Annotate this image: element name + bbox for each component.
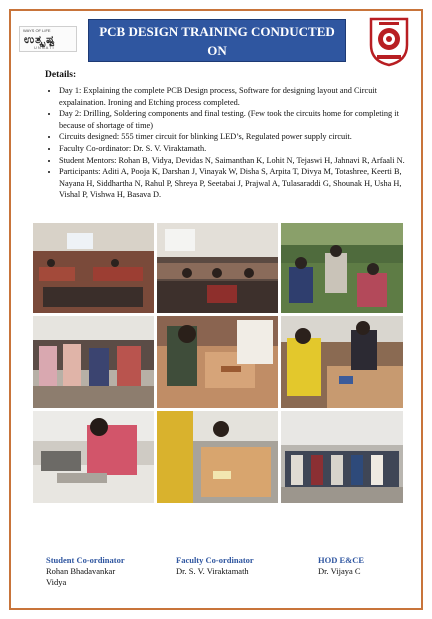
drilling-photo xyxy=(33,411,154,503)
title-line-1: PCB DESIGN TRAINING CONDUCTED ON xyxy=(99,24,335,58)
detail-item-day1: • Day 1: Explaining the complete PCB Design process, Software for designing layout and Circuit expalaination. Ironing and Etching process completed. xyxy=(59,85,409,108)
detail-item-mentors: • Student Mentors: Rohan B, Vidya, Devidas N, Saimanthan K, Lohit N, Tejaswi H, Jahnavi R, Arfaali N. xyxy=(59,155,409,167)
photo-collage xyxy=(33,223,403,503)
student-coordinator xyxy=(46,555,125,588)
hod-role: HOD E&CE xyxy=(318,555,365,565)
classroom-students-photo xyxy=(157,223,278,313)
student-coordinator-role: Student Co-ordinator xyxy=(46,555,125,565)
lab-students-photo xyxy=(33,316,154,408)
hod-name: Dr. Vijaya C xyxy=(318,566,361,576)
faculty-coordinator-role: Faculty Co-ordinator xyxy=(176,555,254,565)
detail-item-day2: • Day 2: Drilling, Soldering components and final testing. (Few took the circuits home for completing it because of shortage of time) xyxy=(59,108,409,131)
page-title xyxy=(88,19,346,81)
faculty-coordinator-name: Dr. S. V. Viraktamath xyxy=(176,566,249,576)
hod xyxy=(318,555,364,577)
classroom-lecture-photo xyxy=(33,223,154,313)
detail-item-circuits: • Circuits designed: 555 timer circuit for blinking LED’s, Regulated power supply circuit. xyxy=(59,131,409,143)
soldering-photo xyxy=(281,316,403,408)
details-heading: Details: xyxy=(45,70,77,80)
details-list xyxy=(46,85,409,201)
detail-item-participants: • Participants: Aditi A, Pooja K, Darshan J, Vinayak W, Disha S, Arpita T, Divya M, Totashree, Keerti B, Nayana H, Siddhartha N, Rahul P, Shreya P, Seetabai J, Prajwal A, Tulasaraddi G, Shounak H, Usha H, Vishal P, Vishwa H, Basava D. xyxy=(59,166,409,201)
college-seal-icon xyxy=(367,15,411,67)
student-coordinator-name-1: Rohan Bhadavankar xyxy=(46,566,116,576)
logo-sub-text: UNNATI xyxy=(34,45,55,50)
outdoor-group-photo xyxy=(281,223,403,313)
logo-big-text: ಉತ್ಕೃಷ್ಟ xyxy=(24,33,56,46)
student-coordinator-name-2: Vidya xyxy=(46,577,67,587)
title-line-2: 27th AND 29th OCTOBER 2021 xyxy=(131,65,303,81)
group-photo xyxy=(281,411,403,503)
faculty-coordinator xyxy=(176,555,254,577)
logo-small-text: WAYS OF LIFE xyxy=(23,28,51,33)
pcb-work-photo xyxy=(157,411,278,503)
detail-item-faculty: • Faculty Co-ordinator: Dr. S. V. Viraktamath. xyxy=(59,143,409,155)
club-logo xyxy=(19,26,77,52)
pcb-etching-photo xyxy=(157,316,278,408)
